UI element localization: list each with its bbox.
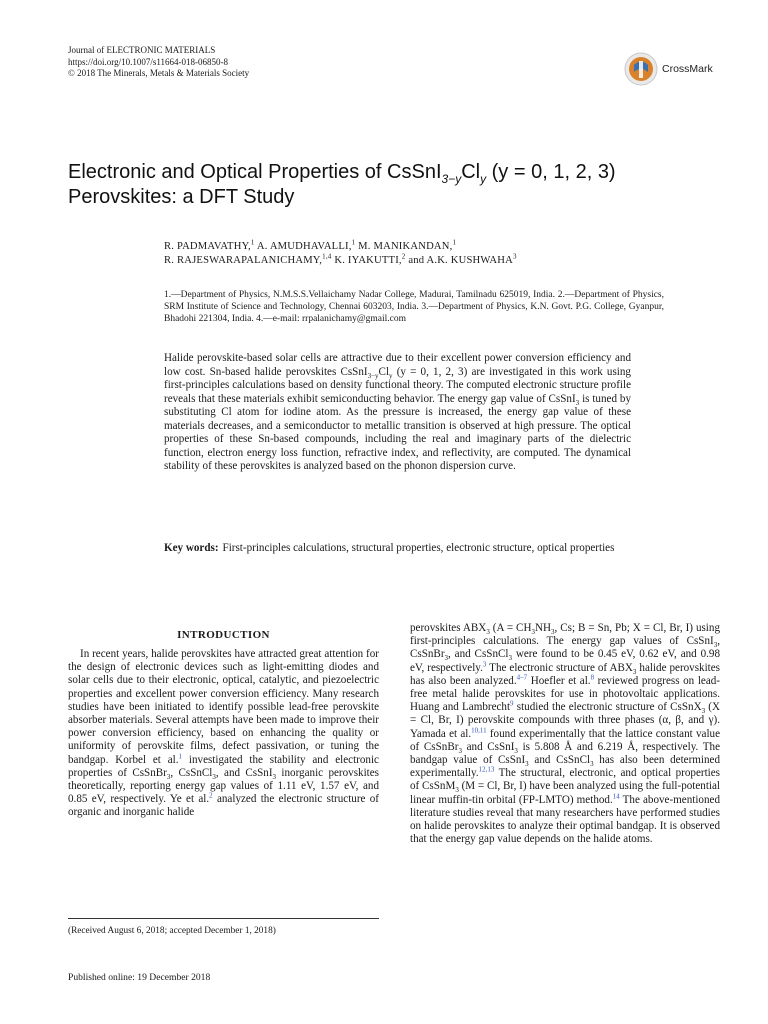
body-text: , CsSnBr (410, 635, 720, 661)
title-part: Cl (461, 161, 481, 183)
body-text: (M = Cl, Br, I) have been analyzed using the full-potential linear muffin-tin orbital (FP-LMTO) method. (410, 780, 721, 806)
citation-link[interactable]: 2 (209, 791, 213, 800)
author-affil-marker: 1 (250, 238, 255, 247)
author-list (164, 240, 664, 268)
citation-link[interactable]: 4–7 (516, 673, 528, 682)
body-text: analyzed the electronic structure of organic and inorganic halide (68, 793, 379, 819)
body-text: (X = Cl, Br, I) perovskite compounds with three phases (α, β, and γ). Yamada et al. (410, 701, 720, 740)
keywords-text: First-principles calculations, structural properties, electronic structure, optical properties (222, 542, 615, 554)
body-text: reviewed progress on lead-free metal halide perovskites for use in photovoltaic applications. Huang and Lambrecht (410, 674, 720, 714)
subscript: 3 (212, 773, 216, 782)
published-date: Published online: 19 December 2018 (68, 972, 211, 983)
crossmark-label: CrossMark (662, 63, 713, 75)
subscript: 3 (514, 747, 518, 756)
body-text: , and CsSnCl (448, 648, 509, 661)
body-text: halide perovskites has also been analyzed. (410, 661, 721, 687)
author-affil-marker: 1 (351, 238, 356, 247)
author-affil-marker: 1 (452, 238, 457, 247)
subscript: 3 (458, 747, 462, 756)
author-name: K. IYAKUTTI, (331, 255, 402, 266)
subscript: 3 (508, 654, 512, 663)
journal-name: Journal of ELECTRONIC MATERIALS (68, 45, 216, 55)
title-sub: 3−y (441, 172, 462, 186)
author-affil-marker: 3 (512, 252, 517, 261)
body-text: were found to be 0.45 eV, 0.62 eV, and 0.98 eV, respectively. (410, 648, 720, 674)
abstract (164, 352, 631, 474)
abstract-text: is tuned by substituting Cl atom for iodine atom. As the pressure is increased, the energy gap value of these materials decreases, and a semiconductor to metallic transition is observed at high pressure. The optical properties of these Sn-based compounds, including the real and imaginary parts of the dielectric function, electron energy loss function, refractive index, and reflectivity, are computed. The dynamical stability of these perovskites is analyzed based on the phonon dispersion curve. (164, 392, 631, 472)
subscript: 3 (166, 773, 171, 782)
abstract-sub: y (389, 371, 393, 380)
paper-title (68, 160, 728, 210)
title-part: Electronic and Optical Properties of CsSnI (68, 161, 442, 183)
body-text: inorganic perovskites theoretically, reporting energy gap values of 1.11 eV, 1.57 eV, and 0.85 eV, respectively. Ye et al. (68, 766, 379, 806)
title-part: (y = 0, 1, 2, 3) (486, 161, 616, 183)
body-text: is 5.808 Å and 6.219 Å, respectively. The bandgap value of CsSnI (410, 740, 720, 767)
body-text: NH (534, 622, 551, 634)
intro-right-column (410, 622, 720, 846)
body-text: has also been determined experimentally. (410, 754, 720, 780)
body-text: and CsSnI (461, 740, 515, 753)
subscript: 3 (486, 628, 490, 637)
author-line-2 (164, 254, 664, 268)
received-dates: (Received August 6, 2018; accepted December 1, 2018) (68, 926, 276, 936)
author-affil-marker: 2 (401, 252, 406, 261)
citation-link[interactable]: 8 (590, 673, 595, 682)
body-text: studied the electronic structure of CsSnX (513, 701, 702, 714)
intro-left-column (68, 648, 379, 820)
subscript: 3 (525, 760, 529, 769)
crossmark-icon (624, 52, 658, 86)
subscript: 3 (455, 786, 459, 795)
abstract-sub: 3 (575, 398, 580, 407)
body-text: , Cs; B = Sn, Pb; X = Cl, Br, I) using first-principles calculations. The energy gap values of CsSnI (410, 622, 720, 648)
author-name: A. AMUDHAVALLI, (254, 241, 352, 252)
crossmark-badge[interactable] (624, 52, 713, 86)
body-text: and CsSnCl (528, 754, 591, 767)
body-text: (A = CH (489, 622, 532, 634)
subscript: 3 (590, 760, 594, 769)
body-text: , and CsSnI (215, 766, 273, 779)
author-name: M. MANIKANDAN, (355, 241, 453, 252)
title-sub: y (480, 172, 487, 186)
subscript: 3 (444, 654, 449, 663)
citation-link[interactable]: 14 (612, 791, 620, 800)
abstract-text: Halide perovskite-based solar cells are attractive due to their excellent power conversion efficiency and low cost. Sn-based halide perovskites CsSnI (164, 352, 631, 378)
subscript: 3 (272, 773, 277, 782)
subscript: 3 (551, 628, 555, 637)
doi-link[interactable]: https://doi.org/10.1007/s11664-018-06850-8 (68, 56, 229, 67)
author-name: R. RAJESWARAPALANICHAMY, (164, 255, 323, 266)
body-text: perovskites ABX (410, 622, 487, 634)
keywords-label: Key words: (164, 542, 219, 554)
body-text: In recent years, halide perovskites have attracted great attention for the design of electronic devices such as light-emitting diodes and solar cells due to their electronic, optical, catalytic, and piezoelectric properties and excellent power conversion efficiency. Many research studies have been initiated to identify possible lead-free perovskite absorber materials. Several attempts have been made to improve their power conversion efficiency, based on enhancing the quality or uniformity of perovskite films, defect passivation, or tuning the bandgap. Korbel et al. (68, 648, 379, 766)
abstract-text: (y = 0, 1, 2, 3) are investigated in this work using first-principles calculations based on density functional theory. The computed electronic structure profile reveals that these materials exhibit semiconducting behavior. The energy gap value of CsSnI (164, 365, 631, 405)
author-name: R. PADMAVATHY, (164, 241, 251, 252)
subscript: 3 (632, 667, 637, 676)
title-line-2: Perovskites: a DFT Study (68, 186, 295, 208)
keywords (164, 542, 631, 556)
subscript: 3 (713, 641, 718, 650)
footnote-divider (68, 918, 379, 919)
abstract-text: Cl (378, 365, 390, 378)
citation-link[interactable]: 9 (510, 699, 514, 708)
body-text: found experimentally that the lattice constant value of CsSnBr (410, 727, 720, 753)
subscript: 3 (701, 707, 706, 716)
body-text: Hoefler et al. (527, 674, 591, 687)
body-text: The above-mentioned literature studies reveal that many researchers have performed studies on halide perovskites to analyze their optimal bandgap. It is observed that the energy gap value depends on the halide atoms. (410, 793, 721, 846)
citation-link[interactable]: 1 (178, 751, 183, 760)
journal-header (68, 45, 249, 80)
body-text: investigated the stability and electronic properties of CsSnBr (68, 753, 379, 779)
body-text: The electronic structure of ABX (486, 661, 633, 674)
subscript: 3 (531, 628, 535, 637)
section-heading-introduction: INTRODUCTION (177, 629, 270, 641)
author-name: and A.K. KUSHWAHA (405, 255, 513, 266)
citation-link[interactable]: 3 (482, 659, 487, 668)
abstract-sub: 3−y (367, 371, 379, 380)
citation-link[interactable]: 12,13 (478, 765, 495, 774)
affiliations: 1.—Department of Physics, N.M.S.S.Vellaichamy Nadar College, Madurai, Tamilnadu 625019, India. 2.—Department of Physics, SRM Institute of Science and Technology, Chennai 603203, India. 3.—Department of Physics, K.N. Govt. P.G. College, Gyanpur, Bhadohi 221304, India. 4.—e-mail: rrpalanichamy@gmail.com (164, 290, 664, 324)
body-text: , CsSnCl (170, 766, 213, 779)
copyright: © 2018 The Minerals, Metals & Materials Society (68, 68, 250, 78)
citation-link[interactable]: 10,11 (471, 725, 487, 734)
author-line-1 (164, 240, 664, 254)
author-affil-marker: 1,4 (322, 252, 332, 261)
body-text: The structural, electronic, and optical properties of CsSnM (410, 767, 720, 793)
